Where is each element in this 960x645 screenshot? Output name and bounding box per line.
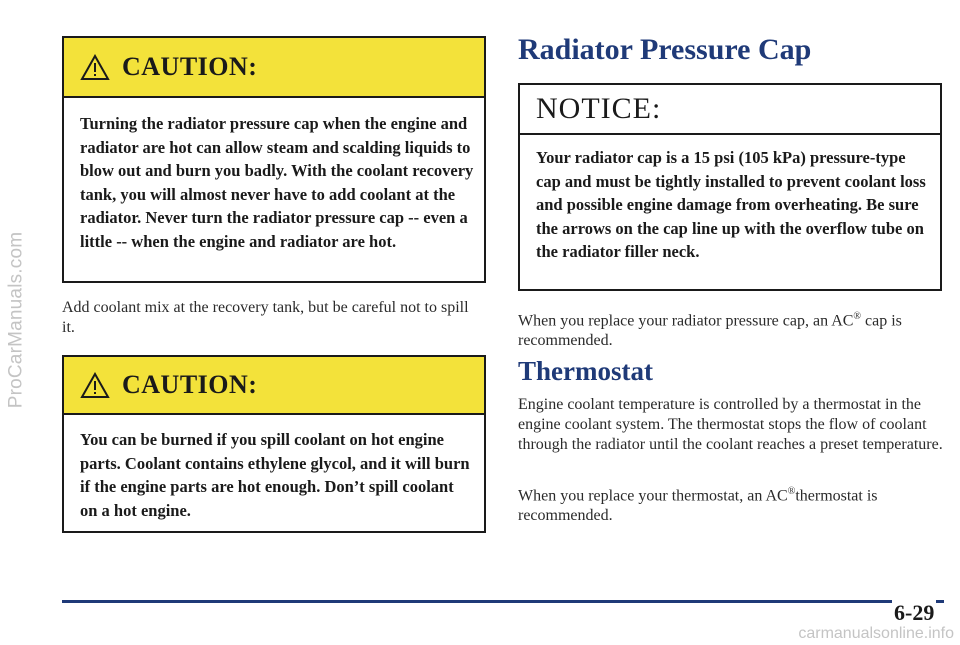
caution-body-1: Turning the radiator pressure cap when the engine and radiator are hot can allow steam and scalding liquids to blow out and burn you badly. With the coolant recovery tank, you will almost never have to add coolant at the radiator. Never turn the radiator pressure cap -- even a little -- when the engine and radiator are hot. (80, 114, 474, 251)
page-number: 6-29 (894, 600, 935, 625)
thermostat-heading: Thermostat (518, 356, 653, 386)
caution-label-1: CAUTION: (122, 52, 258, 81)
registered-mark: ® (853, 311, 862, 322)
radiator-cap-heading: Radiator Pressure Cap (518, 33, 812, 66)
add-coolant-paragraph: Add coolant mix at the recovery tank, but be careful not to spill it. (62, 299, 469, 336)
notice-body: Your radiator cap is a 15 psi (105 kPa) pressure-type cap and must be tightly installed to prevent coolant loss and possible engine damage from overheating. Be sure the arrows on the cap line up with the overflow tube on the radiator filler neck. (536, 148, 926, 261)
thermostat-replace-text: When you replace your thermostat, an AC (518, 487, 788, 505)
caution-box-2 (62, 355, 486, 533)
cap-replacement-text: When you replace your radiator pressure cap, an AC (518, 312, 854, 330)
notice-label: NOTICE: (536, 92, 662, 125)
caution-header-2 (64, 357, 484, 415)
caution-header-1 (64, 38, 484, 98)
registered-mark: ® (787, 486, 796, 497)
thermostat-replace-text-end: thermostat is recommended. (518, 487, 878, 525)
notice-box (518, 83, 942, 291)
footer-watermark: carmanualsonline.info (798, 625, 954, 642)
caution-body-2: You can be burned if you spill coolant on hot engine parts. Coolant contains ethylene glycol, and it will burn if the engine parts are hot enough. Don’t spill coolant on a hot engine. (80, 430, 470, 520)
side-watermark (2, 120, 30, 520)
notice-header (520, 85, 940, 135)
thermostat-paragraph-2 (518, 482, 943, 526)
warning-triangle-icon (80, 54, 110, 81)
footer-rule (62, 600, 944, 603)
cap-replacement-text-end: cap is recommended. (518, 312, 902, 350)
warning-triangle-icon (80, 372, 110, 399)
caution-box-1 (62, 36, 486, 283)
caution-label-2: CAUTION: (122, 370, 258, 399)
thermostat-paragraph-1: Engine coolant temperature is controlled by a thermostat in the engine coolant system. The thermostat stops the flow of coolant through the radiator until the coolant reaches a preset temperature. (518, 396, 943, 453)
cap-replacement-paragraph (518, 307, 943, 351)
side-watermark-text: ProCarManuals.com (5, 231, 27, 409)
